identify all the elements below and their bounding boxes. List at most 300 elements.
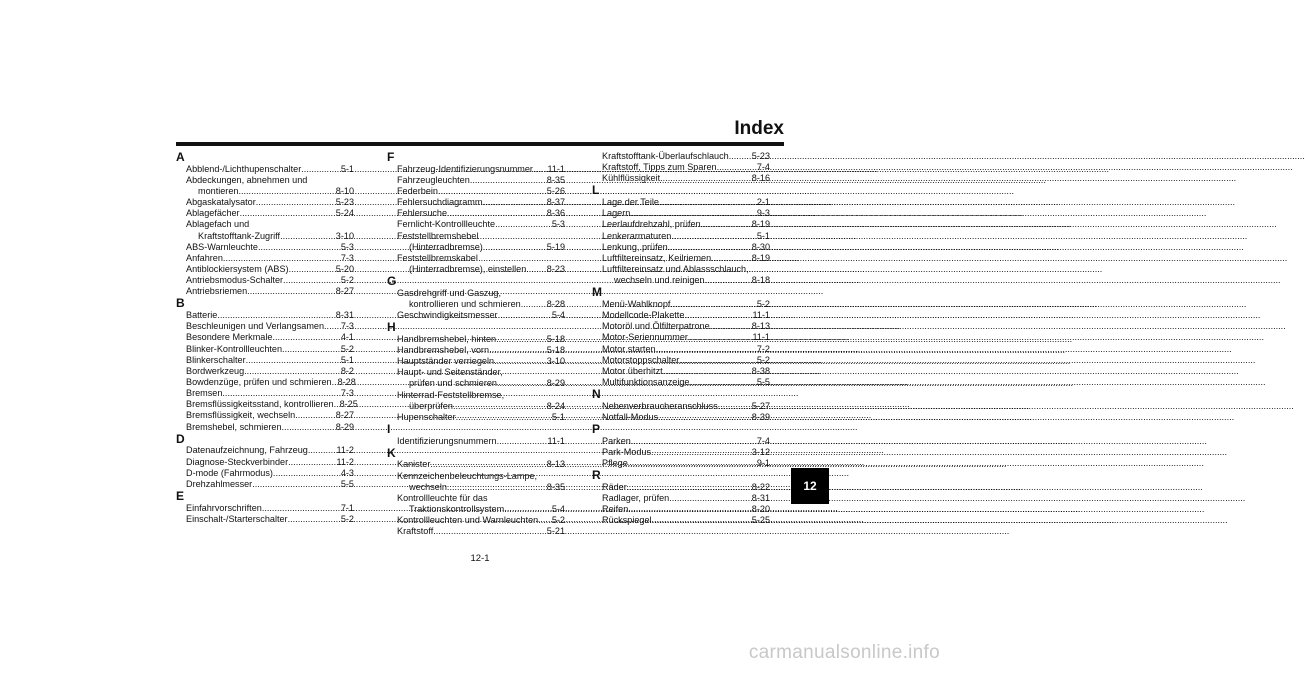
leader-dots — [718, 401, 752, 412]
index-subentry — [387, 264, 565, 275]
entry-page-ref: 5-3 — [340, 241, 354, 252]
index-entry — [592, 299, 770, 310]
entry-label: Identifizierungsnummern — [397, 435, 497, 446]
entry-label: Motor starten — [602, 343, 656, 354]
index-letter: I — [387, 422, 391, 437]
entry-label: Fehlersuche — [397, 208, 448, 219]
entry-page-ref: 8-19 — [751, 219, 770, 230]
entry-label: Hupenschalter — [397, 411, 456, 422]
leader-dots — [533, 164, 548, 175]
entry-label: überprüfen — [409, 400, 453, 411]
index-letter: E — [176, 489, 185, 503]
index-subentry — [387, 242, 565, 253]
entry-page-ref: 8-39 — [751, 411, 770, 422]
entry-page-ref: 8-28 — [337, 377, 356, 387]
entry-label: Kraftstofftank-Überlaufschlauch — [602, 151, 729, 161]
entry-page-ref: 5-27 — [751, 400, 770, 411]
index-entry — [176, 355, 354, 366]
entry-label: Bremshebel, schmieren — [186, 421, 282, 432]
title-rule — [176, 142, 784, 146]
leader-dots — [521, 299, 547, 310]
leader-dots — [689, 377, 756, 388]
entry-page-ref: 5-2 — [756, 298, 770, 309]
index-entry — [176, 332, 354, 343]
entry-label: Bremsflüssigkeitsstand, kontrollieren — [186, 399, 334, 410]
entry-page-ref: 4-1 — [340, 332, 354, 343]
index-entry — [176, 275, 354, 286]
entry-page-ref: 5-5 — [340, 478, 354, 489]
entry-label: Diagnose-Steckverbinder — [186, 456, 289, 467]
index-entry — [387, 526, 565, 537]
entry-label: Motor-Seriennummer — [602, 332, 688, 343]
index-letter: B — [176, 296, 185, 311]
leader-dots — [430, 459, 546, 470]
entry-page-ref: 8-18 — [751, 275, 770, 286]
entry-page-ref: 8-13 — [751, 321, 770, 332]
index-entry — [176, 422, 354, 433]
leader-dots — [631, 436, 757, 447]
entry-page-ref: 7-3 — [340, 388, 354, 399]
leader-dots — [628, 504, 752, 515]
entry-page-ref: 7-1 — [340, 502, 354, 513]
entry-label: Einschalt-/Starterschalter — [186, 513, 288, 524]
entry-page-ref: 5-1 — [551, 411, 565, 422]
entry-label: Räder — [602, 481, 627, 492]
entry-page-ref: 9-3 — [756, 208, 770, 219]
entry-label: Modellcode-Plakette — [602, 310, 685, 321]
entry-label: Radlager, prüfen — [602, 492, 670, 503]
index-entry — [176, 457, 354, 468]
index-entry — [387, 175, 565, 186]
leader-dots — [247, 286, 336, 297]
index-entry — [176, 399, 358, 410]
index-entry — [176, 503, 354, 514]
entry-page-ref: 8-35 — [546, 174, 565, 185]
leader-dots — [217, 310, 335, 321]
index-entry — [592, 377, 770, 388]
watermark: carmanualsonline.info — [748, 642, 940, 663]
index-letter: H — [387, 320, 396, 335]
index-entry — [592, 332, 770, 343]
entry-page-ref: 8-29 — [546, 378, 565, 389]
index-entry — [176, 445, 354, 456]
leader-dots — [489, 345, 547, 356]
entry-page-ref: 8-27 — [335, 286, 354, 297]
entry-page-ref: 3-10 — [546, 356, 565, 367]
index-letter: A — [176, 150, 185, 164]
entry-page-ref: 11-2 — [336, 456, 354, 467]
leader-dots — [256, 197, 336, 208]
entry-page-ref: 11-1 — [547, 435, 565, 446]
index-letter: G — [387, 274, 397, 289]
leader-dots — [659, 197, 757, 208]
index-entry — [176, 468, 354, 479]
entry-page-ref: 8-22 — [751, 481, 770, 492]
index-entry — [387, 515, 565, 526]
index-subentry — [176, 231, 354, 242]
leader-dots — [282, 344, 341, 355]
entry-page-ref: 7-2 — [756, 343, 770, 354]
index-letter: N — [592, 387, 601, 402]
index-entry — [592, 253, 770, 264]
entry-page-ref: 4-3 — [340, 467, 354, 478]
entry-page-ref: 8-2 — [340, 365, 354, 376]
leader-dots — [258, 242, 341, 253]
entry-label: Ablagefächer — [186, 208, 240, 219]
entry-page-ref: 5-21 — [546, 526, 565, 537]
index-entry — [176, 208, 354, 219]
entry-label: montieren — [198, 185, 239, 196]
entry-page-ref: 8-10 — [335, 185, 354, 196]
entry-label: Motorstoppschalter — [602, 354, 680, 365]
entry-label: Kraftstoff, Tipps zum Sparen — [602, 162, 717, 173]
leader-dots — [238, 186, 335, 197]
leader-dots — [656, 344, 757, 355]
entry-page-ref: 11-1 — [752, 310, 770, 321]
index-letter: K — [387, 445, 396, 460]
entry-page-ref: 7-4 — [756, 435, 770, 446]
index-entry — [387, 164, 565, 175]
entry-label: Kanister — [397, 459, 431, 470]
index-entry — [176, 388, 354, 399]
leader-dots — [438, 186, 547, 197]
index-entry — [176, 286, 354, 297]
entry-label: Traktionskontrollsystem — [409, 504, 505, 515]
index-entry — [387, 459, 565, 470]
entry-page-ref: 7-3 — [340, 252, 354, 263]
index-letter: M — [592, 285, 602, 300]
index-entry — [387, 334, 565, 345]
entry-page-ref: 8-31 — [335, 310, 354, 321]
entry-label: Bowdenzüge, prüfen und schmieren — [186, 377, 332, 387]
entry-label: Fahrzeug-Identifizierungsnummer — [397, 163, 533, 174]
entry-page-ref: 8-37 — [546, 197, 565, 208]
entry-page-ref: 5-24 — [335, 208, 354, 219]
index-entry-heading: Kontrollleuchte für das — [397, 492, 488, 503]
entry-label: Fehlersuchdiagramm — [397, 197, 483, 208]
leader-dots — [453, 401, 547, 412]
entry-label: Motor überhitzt — [602, 365, 663, 376]
leader-dots — [496, 334, 547, 345]
entry-label: Park-Modus — [602, 446, 652, 457]
entry-page-ref: 8-29 — [335, 421, 354, 432]
leader-dots — [262, 503, 341, 514]
entry-label: Motoröl und Ölfilterpatrone — [602, 321, 710, 332]
entry-page-ref: 5-2 — [340, 343, 354, 354]
leader-dots — [295, 410, 336, 421]
leader-dots — [670, 299, 756, 310]
entry-page-ref: 5-2 — [756, 354, 770, 365]
leader-dots — [482, 197, 546, 208]
leader-dots — [308, 445, 337, 456]
entry-label: Luftfiltereinsatz, Keilriemen — [602, 252, 712, 263]
entry-label: Antriebsmodus-Schalter — [186, 275, 284, 286]
entry-label: Kühlflüssigkeit — [602, 173, 661, 184]
entry-label: Einfahrvorschriften — [186, 502, 262, 513]
entry-page-ref: 5-18 — [546, 344, 565, 355]
index-subentry — [387, 378, 565, 389]
index-entry — [592, 493, 770, 504]
index-entry — [387, 219, 565, 230]
entry-label: Handbremshebel, vorn — [397, 344, 489, 355]
index-subentry — [387, 504, 565, 515]
entry-label: Bremsflüssigkeit, wechseln — [186, 410, 296, 421]
index-entry — [176, 377, 354, 388]
leader-dots — [663, 366, 752, 377]
index-entry — [387, 310, 565, 321]
leader-dots — [456, 412, 552, 423]
index-entry — [592, 231, 770, 242]
index-entry — [592, 355, 770, 366]
index-entry-heading: Abdeckungen, abnehmen und — [186, 174, 308, 185]
index-letter: R — [592, 468, 601, 483]
entry-label: (Hinterradbremse), einstellen — [409, 264, 527, 274]
leader-dots — [288, 514, 341, 525]
index-entry-heading: Haupt- und Seitenständer, — [397, 367, 503, 378]
index-entry — [592, 515, 770, 526]
chapter-tab: 12 — [791, 468, 829, 504]
index-entry-heading: Feststellbremskabel — [397, 252, 478, 263]
entry-label: Batterie — [186, 310, 218, 321]
index-entry — [592, 401, 770, 412]
entry-label: Notfall-Modus — [602, 411, 659, 422]
entry-page-ref: 5-2 — [551, 515, 565, 526]
index-entry-heading: Gasdrehgriff und Gaszug, — [397, 287, 501, 298]
index-entry — [176, 264, 354, 275]
leader-dots — [288, 457, 336, 468]
leader-dots — [283, 275, 341, 286]
leader-dots — [433, 526, 547, 537]
entry-label: Lage der Teile — [602, 197, 659, 208]
entry-label: Pflege — [602, 457, 628, 468]
index-entry-heading: Feststellbremshebel — [397, 230, 479, 241]
entry-label: Federbein — [397, 185, 438, 196]
leader-dots — [494, 356, 547, 367]
leader-dots — [671, 231, 757, 242]
leader-dots — [652, 515, 752, 526]
entry-page-ref: 8-13 — [546, 459, 565, 470]
entry-page-ref: 9-1 — [756, 457, 770, 468]
index-subentry — [387, 401, 565, 412]
index-entry — [592, 173, 770, 184]
leader-dots — [710, 321, 752, 332]
index-entry — [387, 208, 565, 219]
leader-dots — [289, 264, 336, 275]
entry-page-ref: 5-1 — [340, 354, 354, 365]
leader-dots — [627, 482, 752, 493]
entry-page-ref: 7-3 — [340, 321, 354, 332]
entry-label: Antriebsriemen — [186, 286, 248, 297]
entry-page-ref: 5-18 — [546, 333, 565, 344]
leader-dots — [301, 164, 341, 175]
leader-dots — [280, 231, 336, 242]
entry-page-ref: 5-25 — [751, 515, 770, 526]
index-entry — [176, 197, 354, 208]
index-entry — [592, 366, 770, 377]
entry-page-ref: 8-24 — [546, 400, 565, 411]
entry-page-ref: 8-27 — [335, 410, 354, 421]
leader-dots — [495, 219, 552, 230]
index-entry — [592, 310, 770, 321]
index-entry — [592, 151, 770, 162]
leader-dots — [658, 412, 752, 423]
leader-dots — [324, 321, 341, 332]
entry-page-ref: 5-2 — [340, 513, 354, 524]
entry-label: Lagern — [602, 208, 631, 219]
page-title: Index — [734, 118, 784, 139]
index-entry-heading: Kennzeichenbeleuchtungs-Lampe, — [397, 470, 538, 481]
index-entry — [592, 504, 770, 515]
index-entry — [176, 344, 354, 355]
entry-label: Abblend-/Lichthupenschalter — [186, 163, 302, 174]
entry-page-ref: 5-26 — [546, 185, 565, 196]
entry-label: Blinker-Kontrollleuchten — [186, 343, 283, 354]
index-entry — [592, 447, 770, 458]
index-entry — [592, 242, 770, 253]
index-entry-heading: Luftfiltereinsatz und Ablassschlauch, — [602, 264, 749, 274]
entry-label: wechseln — [409, 481, 447, 492]
leader-dots — [538, 515, 552, 526]
entry-label: Hauptständer verriegeln — [397, 356, 495, 367]
leader-dots — [447, 482, 547, 493]
leader-dots — [222, 388, 340, 399]
index-entry — [592, 458, 770, 469]
index-entry — [176, 253, 354, 264]
entry-label: Parken — [602, 435, 631, 446]
entry-page-ref: 8-38 — [751, 365, 770, 376]
index-subentry — [387, 299, 565, 310]
entry-page-ref: 8-28 — [546, 298, 565, 309]
index-letter: P — [592, 422, 601, 437]
entry-label: Datenaufzeichnung, Fahrzeug — [186, 445, 308, 456]
entry-label: Antiblockiersystem (ABS) — [186, 264, 289, 274]
leader-dots — [630, 208, 757, 219]
entry-label: Leerlaufdrehzahl, prüfen — [602, 219, 701, 230]
entry-label: Geschwindigkeitsmesser — [397, 310, 498, 321]
entry-page-ref: 8-23 — [546, 264, 565, 274]
index-entry — [592, 208, 770, 219]
index-entry-heading: Ablagefach und — [186, 219, 250, 230]
leader-dots — [669, 493, 752, 504]
index-subentry — [387, 482, 565, 493]
entry-page-ref: 5-2 — [340, 275, 354, 286]
entry-label: ABS-Warnleuchte — [186, 241, 258, 252]
leader-dots — [729, 151, 752, 162]
entry-label: kontrollieren und schmieren — [409, 298, 521, 309]
entry-page-ref: 3-10 — [335, 230, 354, 241]
entry-page-ref: 3-12 — [751, 446, 770, 457]
index-entry — [592, 219, 770, 230]
index-entry — [387, 436, 565, 447]
index-column-1 — [176, 150, 358, 525]
leader-dots — [651, 447, 752, 458]
index-entry — [176, 310, 354, 321]
entry-label: Fahrzeugleuchten — [397, 174, 470, 185]
leader-dots — [679, 355, 757, 366]
index-entry — [592, 482, 770, 493]
index-entry — [387, 345, 565, 356]
entry-label: Lenkerarmaturen — [602, 230, 672, 241]
entry-label: Anfahren — [186, 252, 223, 263]
entry-page-ref: 5-4 — [551, 504, 565, 515]
index-entry — [592, 436, 770, 447]
leader-dots — [701, 219, 752, 230]
index-entry — [387, 356, 565, 367]
entry-page-ref: 11-1 — [547, 163, 565, 174]
index-entry — [387, 197, 565, 208]
leader-dots — [470, 175, 547, 186]
index-entry — [176, 366, 354, 377]
index-entry-heading: Hinterrad-Feststellbremse, — [397, 389, 505, 400]
leader-dots — [705, 275, 752, 286]
index-letter: L — [592, 183, 600, 198]
entry-label: Handbremshebel, hinten — [397, 333, 497, 344]
index-subentry — [176, 186, 354, 197]
index-entry — [176, 514, 354, 525]
entry-page-ref: 8-36 — [546, 208, 565, 219]
leader-dots — [711, 253, 752, 264]
entry-label: prüfen und schmieren — [409, 378, 497, 389]
entry-label: Kraftstoff — [397, 526, 434, 537]
leader-dots — [668, 242, 752, 253]
entry-label: Fernlicht-Kontrollleuchte — [397, 219, 496, 230]
entry-page-ref: 8-16 — [751, 173, 770, 184]
leader-dots — [717, 162, 757, 173]
entry-page-ref: 8-35 — [546, 481, 565, 492]
entry-label: Bremsen — [186, 388, 223, 399]
leader-dots — [497, 436, 548, 447]
leader-dots — [628, 458, 757, 469]
leader-dots — [252, 479, 341, 490]
entry-label: Kraftstofftank-Zugriff — [198, 230, 281, 241]
entry-label: Rückspiegel — [602, 515, 652, 526]
leader-dots — [504, 504, 552, 515]
index-letter: D — [176, 431, 185, 446]
page-number: 12-1 — [470, 553, 490, 564]
leader-dots — [272, 332, 340, 343]
entry-label: Lenkung, prüfen — [602, 241, 668, 252]
index-entry — [592, 197, 770, 208]
index-entry — [592, 162, 770, 173]
entry-label: Kontrollleuchten und Warnleuchten — [397, 515, 539, 526]
entry-page-ref: 8-20 — [751, 504, 770, 515]
entry-label: wechseln und reinigen — [614, 275, 705, 286]
index-entry — [176, 164, 354, 175]
index-entry — [176, 242, 354, 253]
entry-page-ref: 5-20 — [335, 264, 354, 274]
entry-label: Drehzahlmesser — [186, 478, 253, 489]
entry-page-ref: 5-23 — [335, 197, 354, 208]
entry-label: Reifen — [602, 504, 629, 515]
entry-label: D-mode (Fahrmodus) — [186, 467, 273, 478]
index-entry — [176, 410, 354, 421]
leader-dots — [498, 310, 552, 321]
leader-dots — [483, 242, 547, 253]
leader-dots — [447, 208, 547, 219]
leader-dots — [684, 310, 752, 321]
entry-label: (Hinterradbremse) — [409, 241, 483, 252]
entry-page-ref: 7-4 — [756, 162, 770, 173]
entry-page-ref: 8-25 — [339, 399, 358, 410]
leader-dots — [223, 253, 341, 264]
index-column-3 — [592, 151, 770, 526]
entry-label: Menü-Wahlknopf — [602, 298, 671, 309]
leader-dots — [246, 355, 341, 366]
entry-page-ref: 8-19 — [751, 252, 770, 263]
entry-page-ref: 8-30 — [751, 241, 770, 252]
index-entry — [592, 412, 770, 423]
entry-label: Multifunktionsanzeige — [602, 377, 690, 387]
